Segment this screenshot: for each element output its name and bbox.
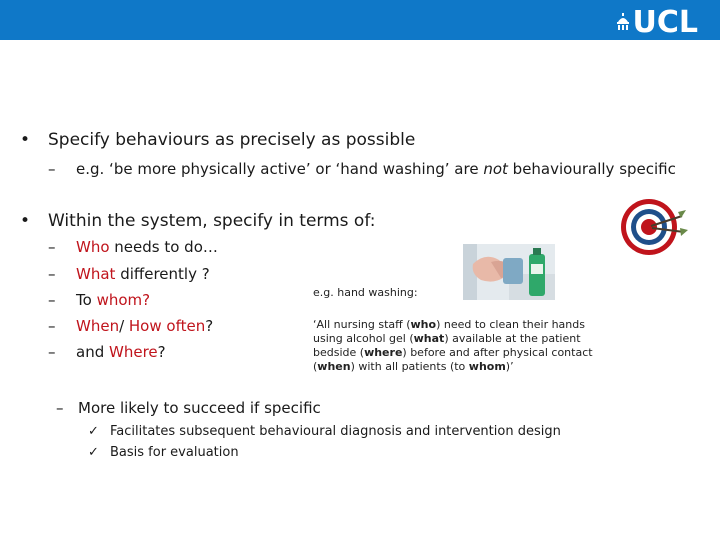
header-bar (0, 0, 720, 40)
example-quote: ‘All nursing staff (who) need to clean their hands using alcohol gel (what) available at the patient bedside (where) before and after physical contact (when) with all patients (to whom)’ (313, 318, 593, 373)
hand-washing-illustration (463, 244, 555, 300)
list-item-what: – What differently ? (48, 265, 210, 283)
check-item-evaluation: ✓ Basis for evaluation (88, 445, 239, 460)
check-item-diagnosis: ✓ Facilitates subsequent behavioural diagnosis and intervention design (88, 424, 561, 439)
bullet-specify-example: – e.g. ‘be more physically active’ or ‘hand washing’ are not behaviourally specific (48, 160, 676, 178)
check-icon: ✓ (88, 424, 99, 439)
logo-text: UCL (632, 5, 698, 40)
bullet-specify: • Specify behaviours as precisely as possible (20, 130, 416, 150)
check-icon: ✓ (88, 445, 99, 460)
more-likely-item: – More likely to succeed if specific (56, 399, 321, 417)
ucl-logo (616, 5, 699, 40)
target-icon (618, 196, 688, 258)
hand-washing-photo (463, 244, 555, 300)
example-label: e.g. hand washing: (313, 286, 418, 299)
list-item-when: – When/ How often? (48, 317, 214, 335)
bullet-within-system: • Within the system, specify in terms of: (20, 211, 376, 231)
portico-dome-icon (616, 13, 630, 31)
list-item-where: – and Where? (48, 343, 166, 361)
list-item-who: – Who needs to do… (48, 238, 218, 256)
list-item-whom: – To whom? (48, 291, 151, 309)
